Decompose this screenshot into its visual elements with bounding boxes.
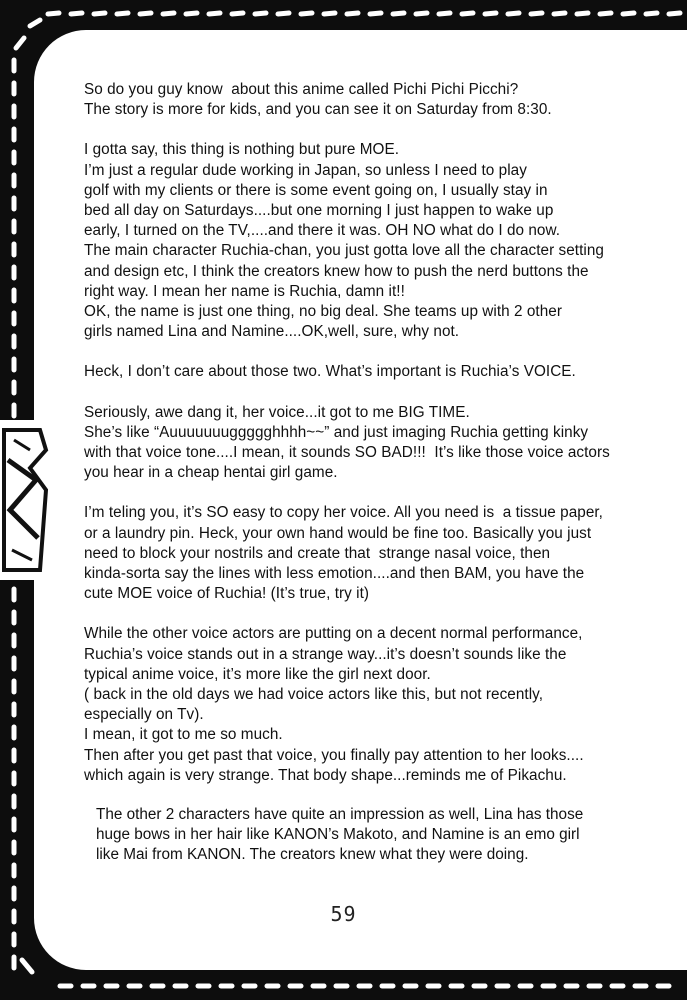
paragraph <box>84 624 664 786</box>
text-line: right way. I mean her name is Ruchia, damn it!! <box>84 282 405 300</box>
border-dash <box>646 13 657 14</box>
border-dash <box>30 20 40 26</box>
border-dash <box>232 13 243 14</box>
border-dash <box>324 13 335 14</box>
emblem-icon <box>0 420 50 580</box>
border-dash <box>16 38 24 48</box>
text-line: The other 2 characters have quite an impression as well, Lina has those <box>96 806 584 823</box>
text-line: girls named Lina and Namine....OK,well, sure, why not. <box>84 323 460 341</box>
border-dash <box>416 13 427 14</box>
text-line: Ruchia’s voice stands out in a strange way...it’s doesn’t sounds like the <box>84 645 567 663</box>
text-line: Then after you get past that voice, you finally pay attention to her looks.... <box>84 746 584 764</box>
border-dash <box>278 13 289 14</box>
border-dash <box>669 13 680 14</box>
border-dash <box>462 13 473 14</box>
border-dash <box>186 13 197 14</box>
border-dash <box>600 13 611 14</box>
border-dash <box>623 13 634 14</box>
text-line: cute MOE voice of Ruchia! (It’s true, try it) <box>84 585 370 603</box>
border-dash <box>71 13 82 14</box>
text-line: golf with my clients or there is some event going on, I usually stay in <box>84 181 548 199</box>
text-line: I’m just a regular dude working in Japan, so unless I need to play <box>84 161 527 179</box>
text-line: While the other voice actors are putting on a decent normal performance, <box>84 625 583 643</box>
border-dash <box>140 13 151 14</box>
text-line: huge bows in her hair like KANON’s Makoto, and Namine is an emo girl <box>96 826 580 844</box>
paragraph <box>84 362 664 382</box>
paragraph <box>84 140 664 342</box>
text-line: with that voice tone....I mean, it sounds SO BAD!!! It’s like those voice actors <box>84 444 610 462</box>
border-dash <box>209 13 220 14</box>
text-line: early, I turned on the TV,....and there it was. OH NO what do I do now. <box>84 222 561 240</box>
text-line: Seriously, awe dang it, her voice...it got to me BIG TIME. <box>84 403 470 421</box>
paragraph <box>84 80 664 120</box>
border-dash <box>554 13 565 14</box>
border-dash <box>393 13 404 14</box>
text-line: you hear in a cheap hentai girl game. <box>84 464 338 482</box>
text-line: and design etc, I think the creators knew how to push the nerd buttons the <box>84 262 589 280</box>
text-line: The main character Ruchia-chan, you just gotta love all the character setting <box>84 242 604 260</box>
paragraph <box>84 403 664 484</box>
border-dash <box>485 13 496 14</box>
text-line: kinda-sorta say the lines with less emotion....and then BAM, you have the <box>84 565 585 583</box>
border-dash <box>347 13 358 14</box>
text-line: which again is very strange. That body shape...reminds me of Pikachu. <box>84 766 567 784</box>
text-line: So do you guy know about this anime called Pichi Pichi Picchi? <box>84 81 519 98</box>
border-dash <box>531 13 542 14</box>
text-line: need to block your nostrils and create that strange nasal voice, then <box>84 544 551 562</box>
text-line: typical anime voice, it’s more like the girl next door. <box>84 665 431 683</box>
text-line: or a laundry pin. Heck, your own hand would be fine too. Basically you just <box>84 524 592 542</box>
closing-paragraph <box>96 805 656 866</box>
text-line: bed all day on Saturdays....but one morning I just happen to wake up <box>84 202 554 220</box>
text-line: ( back in the old days we had voice actors like this, but not recently, <box>84 686 544 704</box>
border-dash <box>577 13 588 14</box>
border-dash <box>163 13 174 14</box>
text-line: I mean, it got to me so much. <box>84 726 283 744</box>
paragraph <box>84 503 664 604</box>
text-line: I gotta say, this thing is nothing but pure MOE. <box>84 141 400 159</box>
border-dash <box>94 13 105 14</box>
text-line: The story is more for kids, and you can see it on Saturday from 8:30. <box>84 101 552 119</box>
border-dash <box>370 13 381 14</box>
page-number: 59 <box>330 902 357 926</box>
border-dash <box>22 960 32 972</box>
text-line: especially on Tv). <box>84 706 204 724</box>
text-line: Heck, I don’t care about those two. What’s important is Ruchia’s VOICE. <box>84 363 576 381</box>
border-dash <box>117 13 128 14</box>
border-dash <box>439 13 450 14</box>
border-dash <box>508 13 519 14</box>
border-dash <box>48 13 59 14</box>
border-dash <box>301 13 312 14</box>
text-line: like Mai from KANON. The creators knew what they were doing. <box>96 846 529 864</box>
text-line: OK, the name is just one thing, no big deal. She teams up with 2 other <box>84 303 562 321</box>
article-body <box>84 80 664 806</box>
text-line: I’m teling you, it’s SO easy to copy her voice. All you need is a tissue paper, <box>84 504 603 522</box>
text-line: She’s like “Auuuuuuuggggghhhh~~” and just imaging Ruchia getting kinky <box>84 423 589 441</box>
border-dash <box>255 13 266 14</box>
